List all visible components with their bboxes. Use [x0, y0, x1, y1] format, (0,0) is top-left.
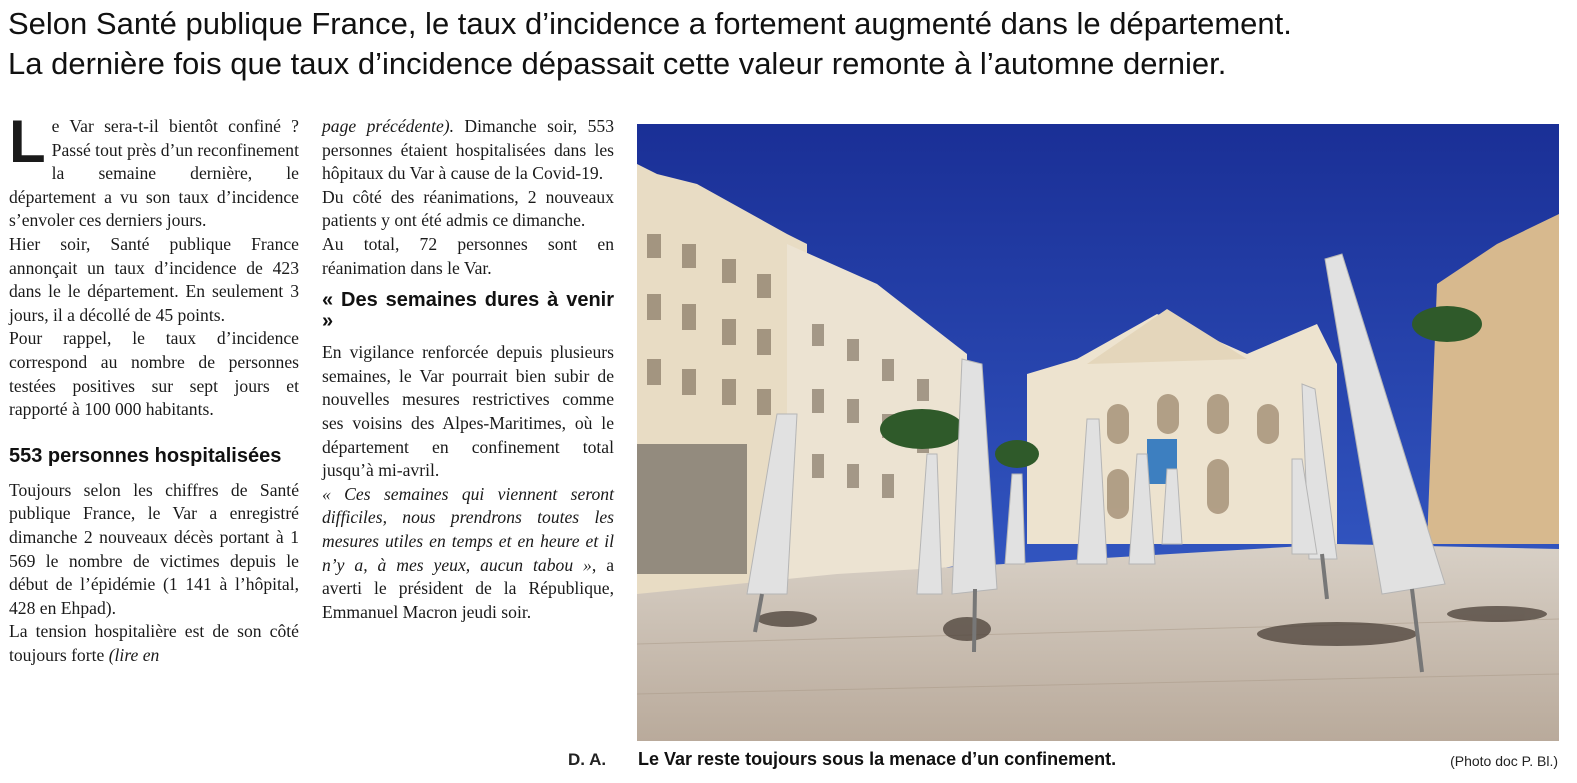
article-column-2: [322, 115, 614, 624]
paragraph: Toujours selon les chiffres de Santé publique France, le Var a enregistré dimanche 2 nouveaux décès portant à 1 569 le nombre de victimes depuis le début de l’épidémie (1 141 à l’hôpital, 428 en Ehpad).: [9, 479, 299, 618]
subheadline: [8, 4, 1568, 84]
paragraph-text: e Var sera-t-il bientôt confiné ? Passé tout près d’un reconfinement la semaine dernière, le département a vu son taux d’incidence s’envoler ces derniers jours.: [9, 116, 299, 231]
paragraph: [9, 620, 299, 667]
paragraph-italic: (lire en: [108, 644, 160, 665]
quote-text: « Ces semaines qui viennent seront difficiles, nous prendrons toutes les mesures utiles en temps et en heure et il n’y a, à mes yeux, aucun tabou »: [322, 483, 614, 575]
paragraph-text: Dimanche soir, 553 personnes étaient hospitalisées dans les hôpitaux du Var à cause de la Covid-19.: [322, 116, 614, 184]
drop-cap: L: [9, 108, 46, 175]
paragraph: [322, 483, 614, 625]
article-photo: [637, 124, 1559, 741]
paragraph: [9, 108, 299, 233]
photo-credit: (Photo doc P. Bl.): [1450, 753, 1558, 769]
paragraph: Au total, 72 personnes sont en réanimation dans le Var.: [322, 233, 614, 278]
photo-caption: Le Var reste toujours sous la menace d’un confinement.: [638, 749, 1117, 769]
author-signature: D. A.: [568, 750, 607, 769]
intertitle-semaines-dures: « Des semaines dures à venir »: [322, 289, 614, 333]
paragraph-text: , a averti le président de la République, Emmanuel Macron jeudi soir.: [322, 554, 615, 622]
paragraph: Du côté des réanimations, 2 nouveaux patients y ont été admis ce dimanche.: [322, 186, 614, 231]
subheadline-line-1: Selon Santé publique France, le taux d’incidence a fortement augmenté dans le département.: [8, 6, 1292, 41]
intertitle-hospitalisations: 553 personnes hospitalisées: [9, 444, 282, 467]
paragraph-text: La tension hospitalière est de son côté toujours forte: [9, 621, 299, 665]
photo-illustration: [637, 124, 1559, 741]
paragraph: En vigilance renforcée depuis plusieurs semaines, le Var pourrait bien subir de nouvelles mesures restrictives comme ses voisins des Alpes-Maritimes, où le département en confinement total jusqu’à mi-avril.: [322, 342, 614, 481]
paragraph: Hier soir, Santé publique France annonçait un taux d’incidence de 423 dans le le département. En seulement 3 jours, il a décollé de 45 points.: [9, 233, 299, 325]
article-column-1: [9, 108, 299, 667]
paragraph: [322, 115, 614, 186]
paragraph: Pour rappel, le taux d’incidence correspond au nombre de personnes testées positives sur sept jours et rapporté à 100 000 habitants.: [9, 328, 299, 420]
subheadline-line-2: La dernière fois que taux d’incidence dépassait cette valeur remonte à l’automne dernier.: [8, 46, 1227, 81]
paragraph-italic: page précédente).: [322, 116, 455, 136]
